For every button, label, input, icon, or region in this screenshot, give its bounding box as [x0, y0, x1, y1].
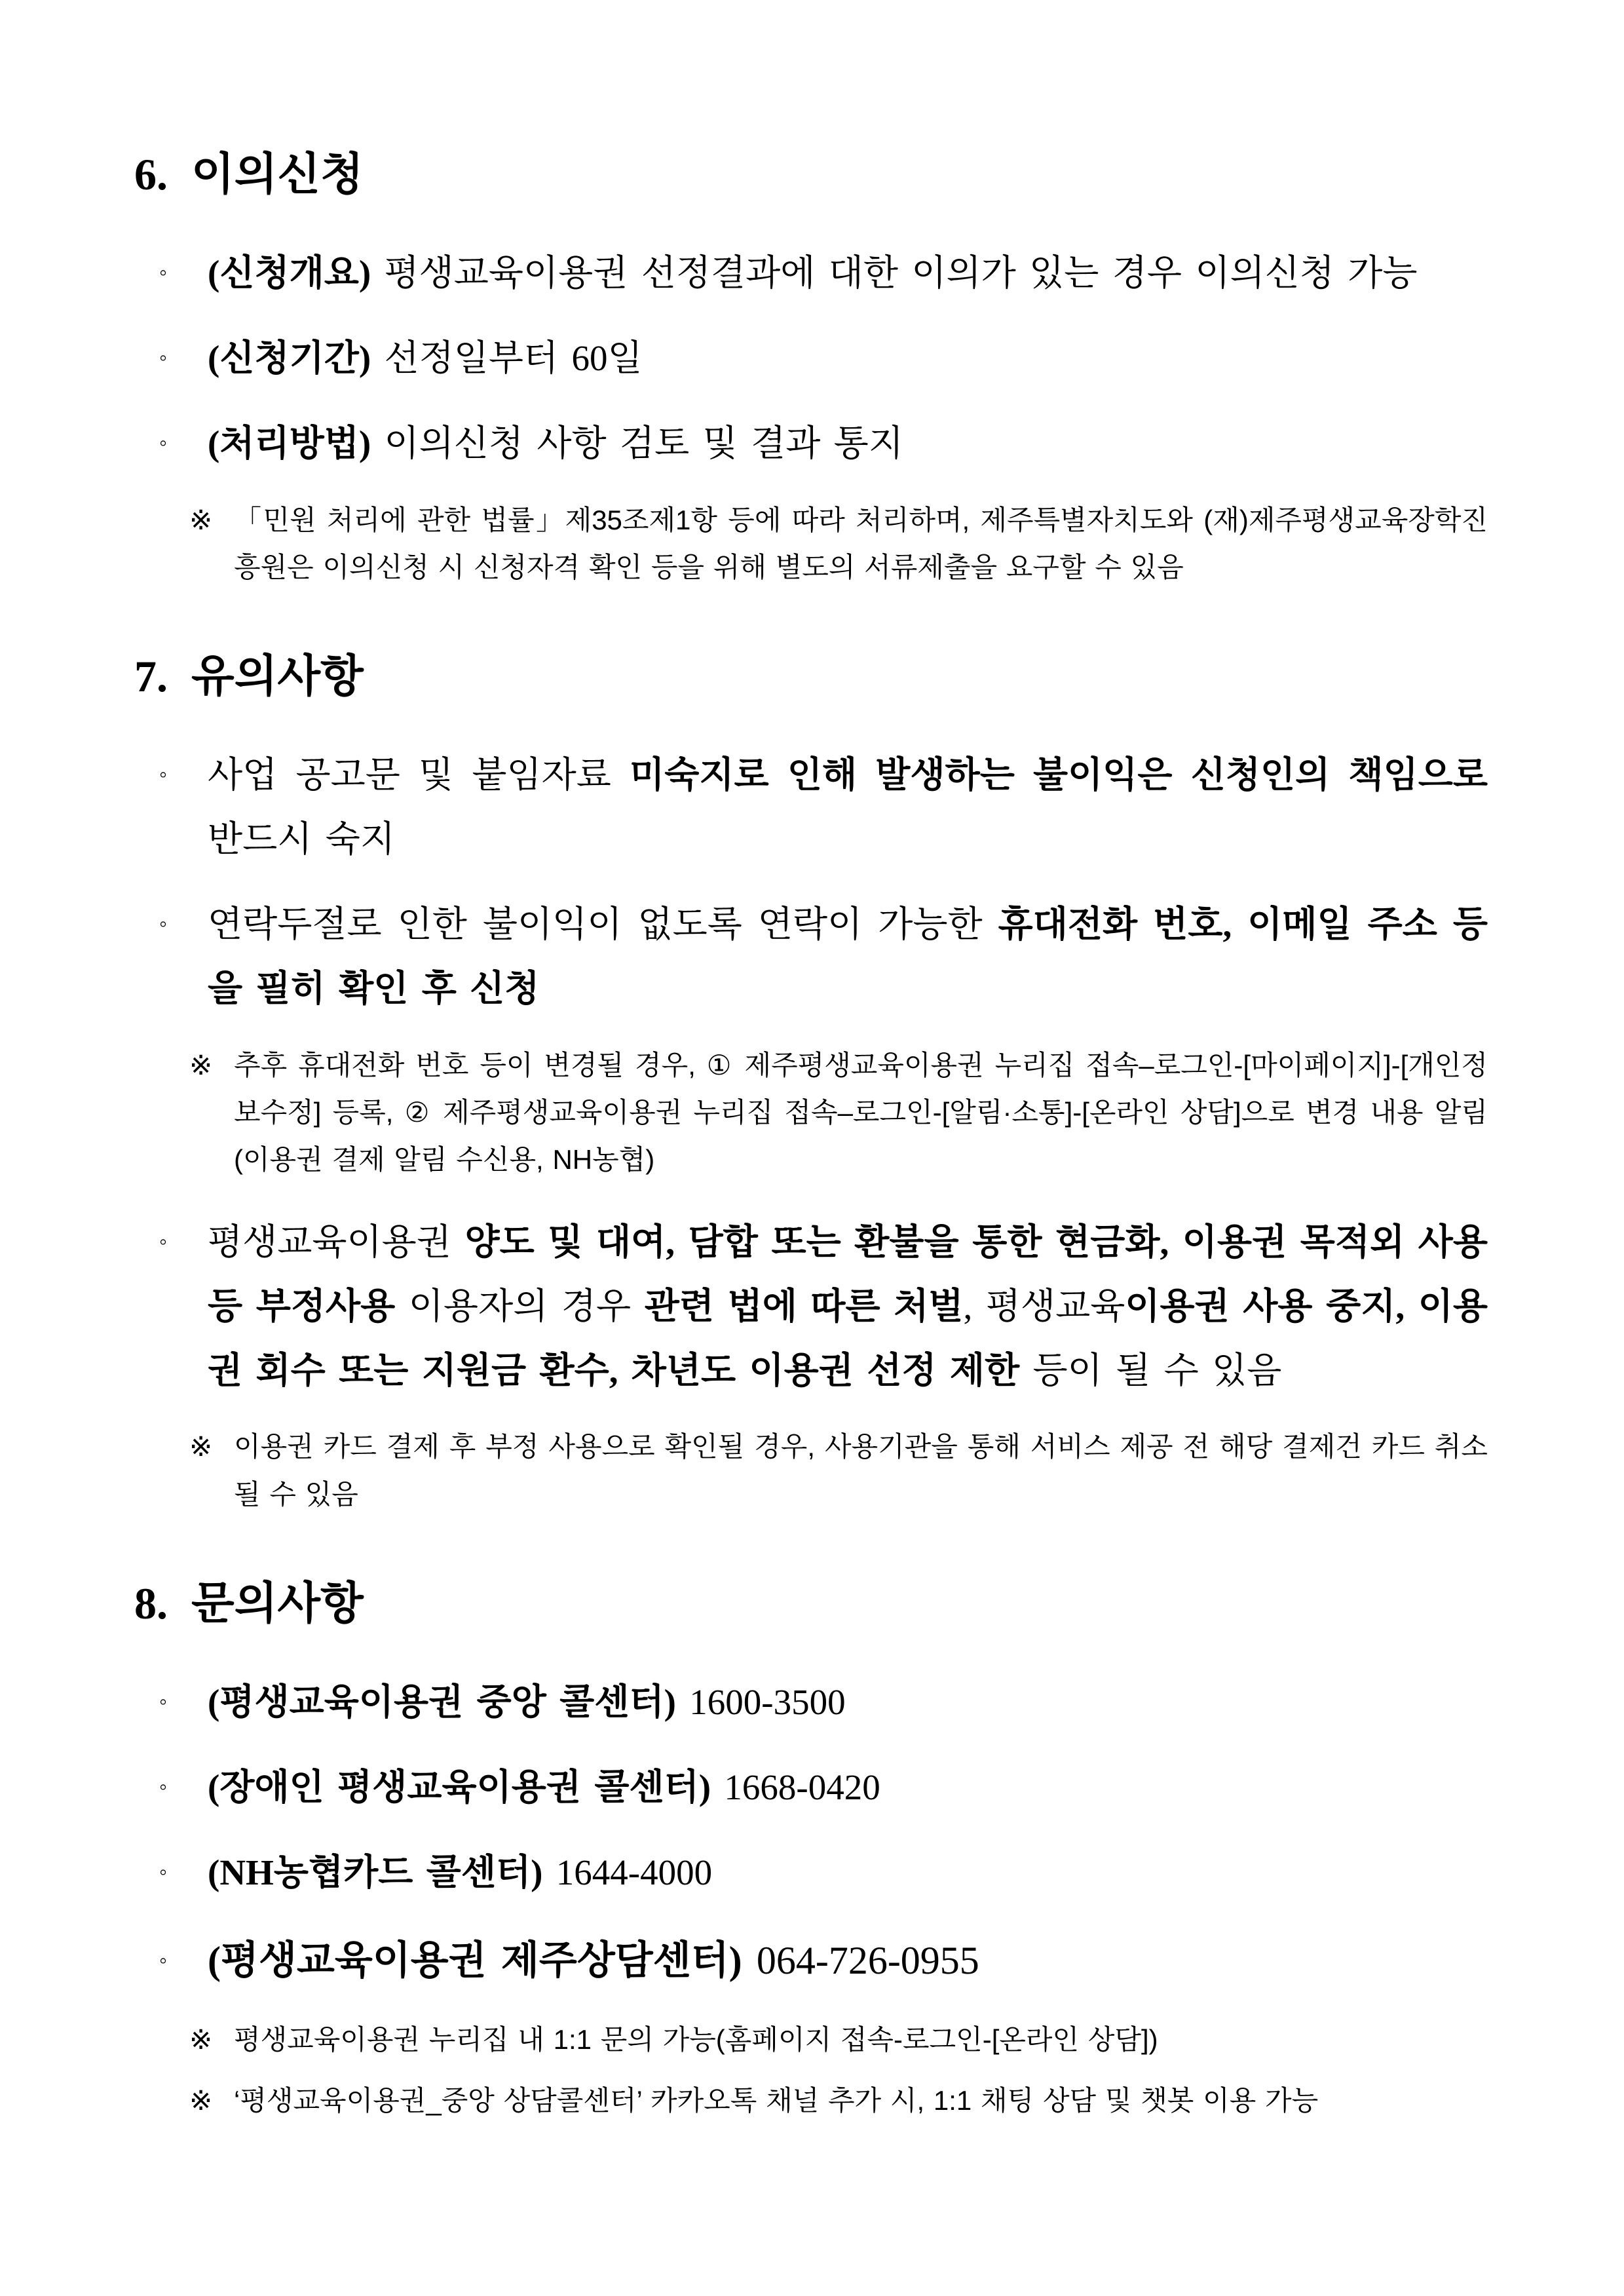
- text-segment: ‘평생교육이용권_중앙 상담콜센터’ 카카오톡 채널 추가 시, 1:1 채팅 상담 및 챗봇 이용 가능: [234, 2084, 1319, 2116]
- text-segment: 「민원 처리에 관한 법률」제35조제1항 등에 따라 처리하며, 제주특별자치도와 (재)제주평생교육장학진흥원은 이의신청 시 신청자격 확인 등을 위해 별도의 서류제출을 요구할 수 있음: [234, 504, 1488, 583]
- text-segment: 추후 휴대전화 번호 등이 변경될 경우, ① 제주평생교육이용권 누리집 접속–로그인-[마이페이지]-[개인정보수정] 등록, ② 제주평생교육이용권 누리집 접속–로그인-[알림·소통]-[온라인 상담]으로 변경 내용 알림(이용권 결제 알림 수신용, NH농협): [234, 1050, 1488, 1176]
- section-precautions: [134, 651, 1488, 1518]
- text-segment: (장애인 평생교육이용권 콜센터): [208, 1767, 711, 1807]
- section-6-title: 이의신청: [191, 149, 364, 199]
- note-marker: ※: [189, 2024, 213, 2056]
- section-7-number: 7.: [134, 651, 168, 702]
- note-contact-change: [134, 1042, 1488, 1184]
- phone-number: 064-726-0955: [742, 1938, 979, 1982]
- section-6-number: 6.: [134, 149, 168, 199]
- note-payment-cancellation: [134, 1423, 1488, 1518]
- phone-number: 1644-4000: [542, 1852, 713, 1892]
- bullet-marker: ◦: [159, 1860, 168, 1885]
- text-segment: 반드시 숙지: [208, 819, 396, 860]
- text-segment: (평생교육이용권 중앙 콜센터): [208, 1682, 676, 1723]
- bullet-disabled-callcenter: [134, 1755, 1488, 1820]
- bullet-marker: ◦: [159, 1948, 168, 1973]
- section-8-heading: [134, 1578, 1488, 1628]
- bullet-marker: ◦: [159, 1229, 168, 1254]
- bullet-responsibility: [134, 743, 1488, 871]
- text-segment: 사업 공고문 및 붙임자료: [208, 755, 630, 795]
- text-segment: (NH농협카드 콜센터): [208, 1852, 543, 1892]
- bullet-processing-method: [134, 411, 1488, 476]
- text-segment: 이용권 카드 결제 후 부정 사용으로 확인될 경우, 사용기관을 통해 서비스 제공 전 해당 결제건 카드 취소될 수 있음: [234, 1431, 1488, 1510]
- bullet-marker: ◦: [159, 912, 168, 937]
- bullet-marker: ◦: [159, 430, 168, 455]
- section-7-heading: [134, 651, 1488, 701]
- text-segment: 미숙지로 인해 발생하는 불이익은 신청인의 책임으로: [630, 755, 1488, 795]
- bullet-nh-card-callcenter: [134, 1841, 1488, 1905]
- text-segment: (평생교육이용권 제주상담센터): [208, 1938, 742, 1982]
- note-marker: ※: [189, 1050, 213, 1081]
- text-segment: 선정일부터 60일: [371, 338, 643, 379]
- section-objection: [134, 149, 1488, 591]
- note-legal-processing: [134, 497, 1488, 591]
- text-segment: 등이 될 수 있음: [1019, 1350, 1282, 1390]
- note-marker: ※: [189, 504, 213, 535]
- text-segment: 평생교육이용권 선정결과에 대한 이의가 있는 경우 이의신청 가능: [371, 253, 1418, 294]
- bullet-application-overview: [134, 241, 1488, 305]
- text-segment: , 평생교육: [963, 1286, 1125, 1326]
- bullet-contact-info: [134, 892, 1488, 1021]
- text-segment: 이용권 사용 중지, 이용권 회수 또는 지원금 환수, 차년도 이용권 선정 제한: [208, 1286, 1488, 1390]
- section-6-heading: [134, 149, 1488, 199]
- bullet-jeju-counseling-center: [134, 1926, 1488, 1996]
- phone-number: 1600-3500: [675, 1682, 846, 1723]
- note-marker: ※: [189, 2084, 213, 2116]
- text-segment: 평생교육이용권 누리집 내 1:1 문의 가능(홈페이지 접속-로그인-[온라인 상담]): [234, 2024, 1158, 2056]
- bullet-marker: ◦: [159, 261, 168, 286]
- section-8-title: 문의사항: [191, 1578, 364, 1628]
- bullet-marker: ◦: [159, 1774, 168, 1799]
- bullet-central-callcenter: [134, 1670, 1488, 1734]
- bullet-marker: ◦: [159, 346, 168, 371]
- note-online-inquiry: [134, 2016, 1488, 2063]
- bullet-misuse-penalty: [134, 1210, 1488, 1403]
- section-inquiries: [134, 1578, 1488, 2124]
- bullet-application-period: [134, 326, 1488, 391]
- text-segment: 이의신청 사항 검토 및 결과 통지: [371, 423, 903, 463]
- phone-number: 1668-0420: [711, 1767, 880, 1807]
- note-kakaotalk-channel: [134, 2077, 1488, 2124]
- text-segment: 관련 법에 따른 처벌: [644, 1286, 964, 1326]
- bullet-marker: ◦: [159, 763, 168, 788]
- note-marker: ※: [189, 1431, 213, 1463]
- text-segment: (신청개요): [208, 253, 371, 294]
- section-7-title: 유의사항: [191, 651, 364, 702]
- text-segment: 평생교육이용권: [208, 1221, 465, 1262]
- text-segment: (처리방법): [208, 423, 371, 463]
- text-segment: 연락두절로 인한 불이익이 없도록 연락이 가능한: [208, 904, 998, 945]
- text-segment: (신청기간): [208, 338, 371, 379]
- section-8-number: 8.: [134, 1578, 168, 1628]
- text-segment: 휴대전화 번호, 이메일 주소 등을 필히 확인 후 신청: [208, 904, 1488, 1009]
- text-segment: 양도 및 대여, 담합 또는 환불을 통한 현금화, 이용권 목적외 사용 등 부정사용: [208, 1221, 1488, 1326]
- text-segment: 이용자의 경우: [395, 1286, 645, 1326]
- bullet-marker: ◦: [159, 1690, 168, 1715]
